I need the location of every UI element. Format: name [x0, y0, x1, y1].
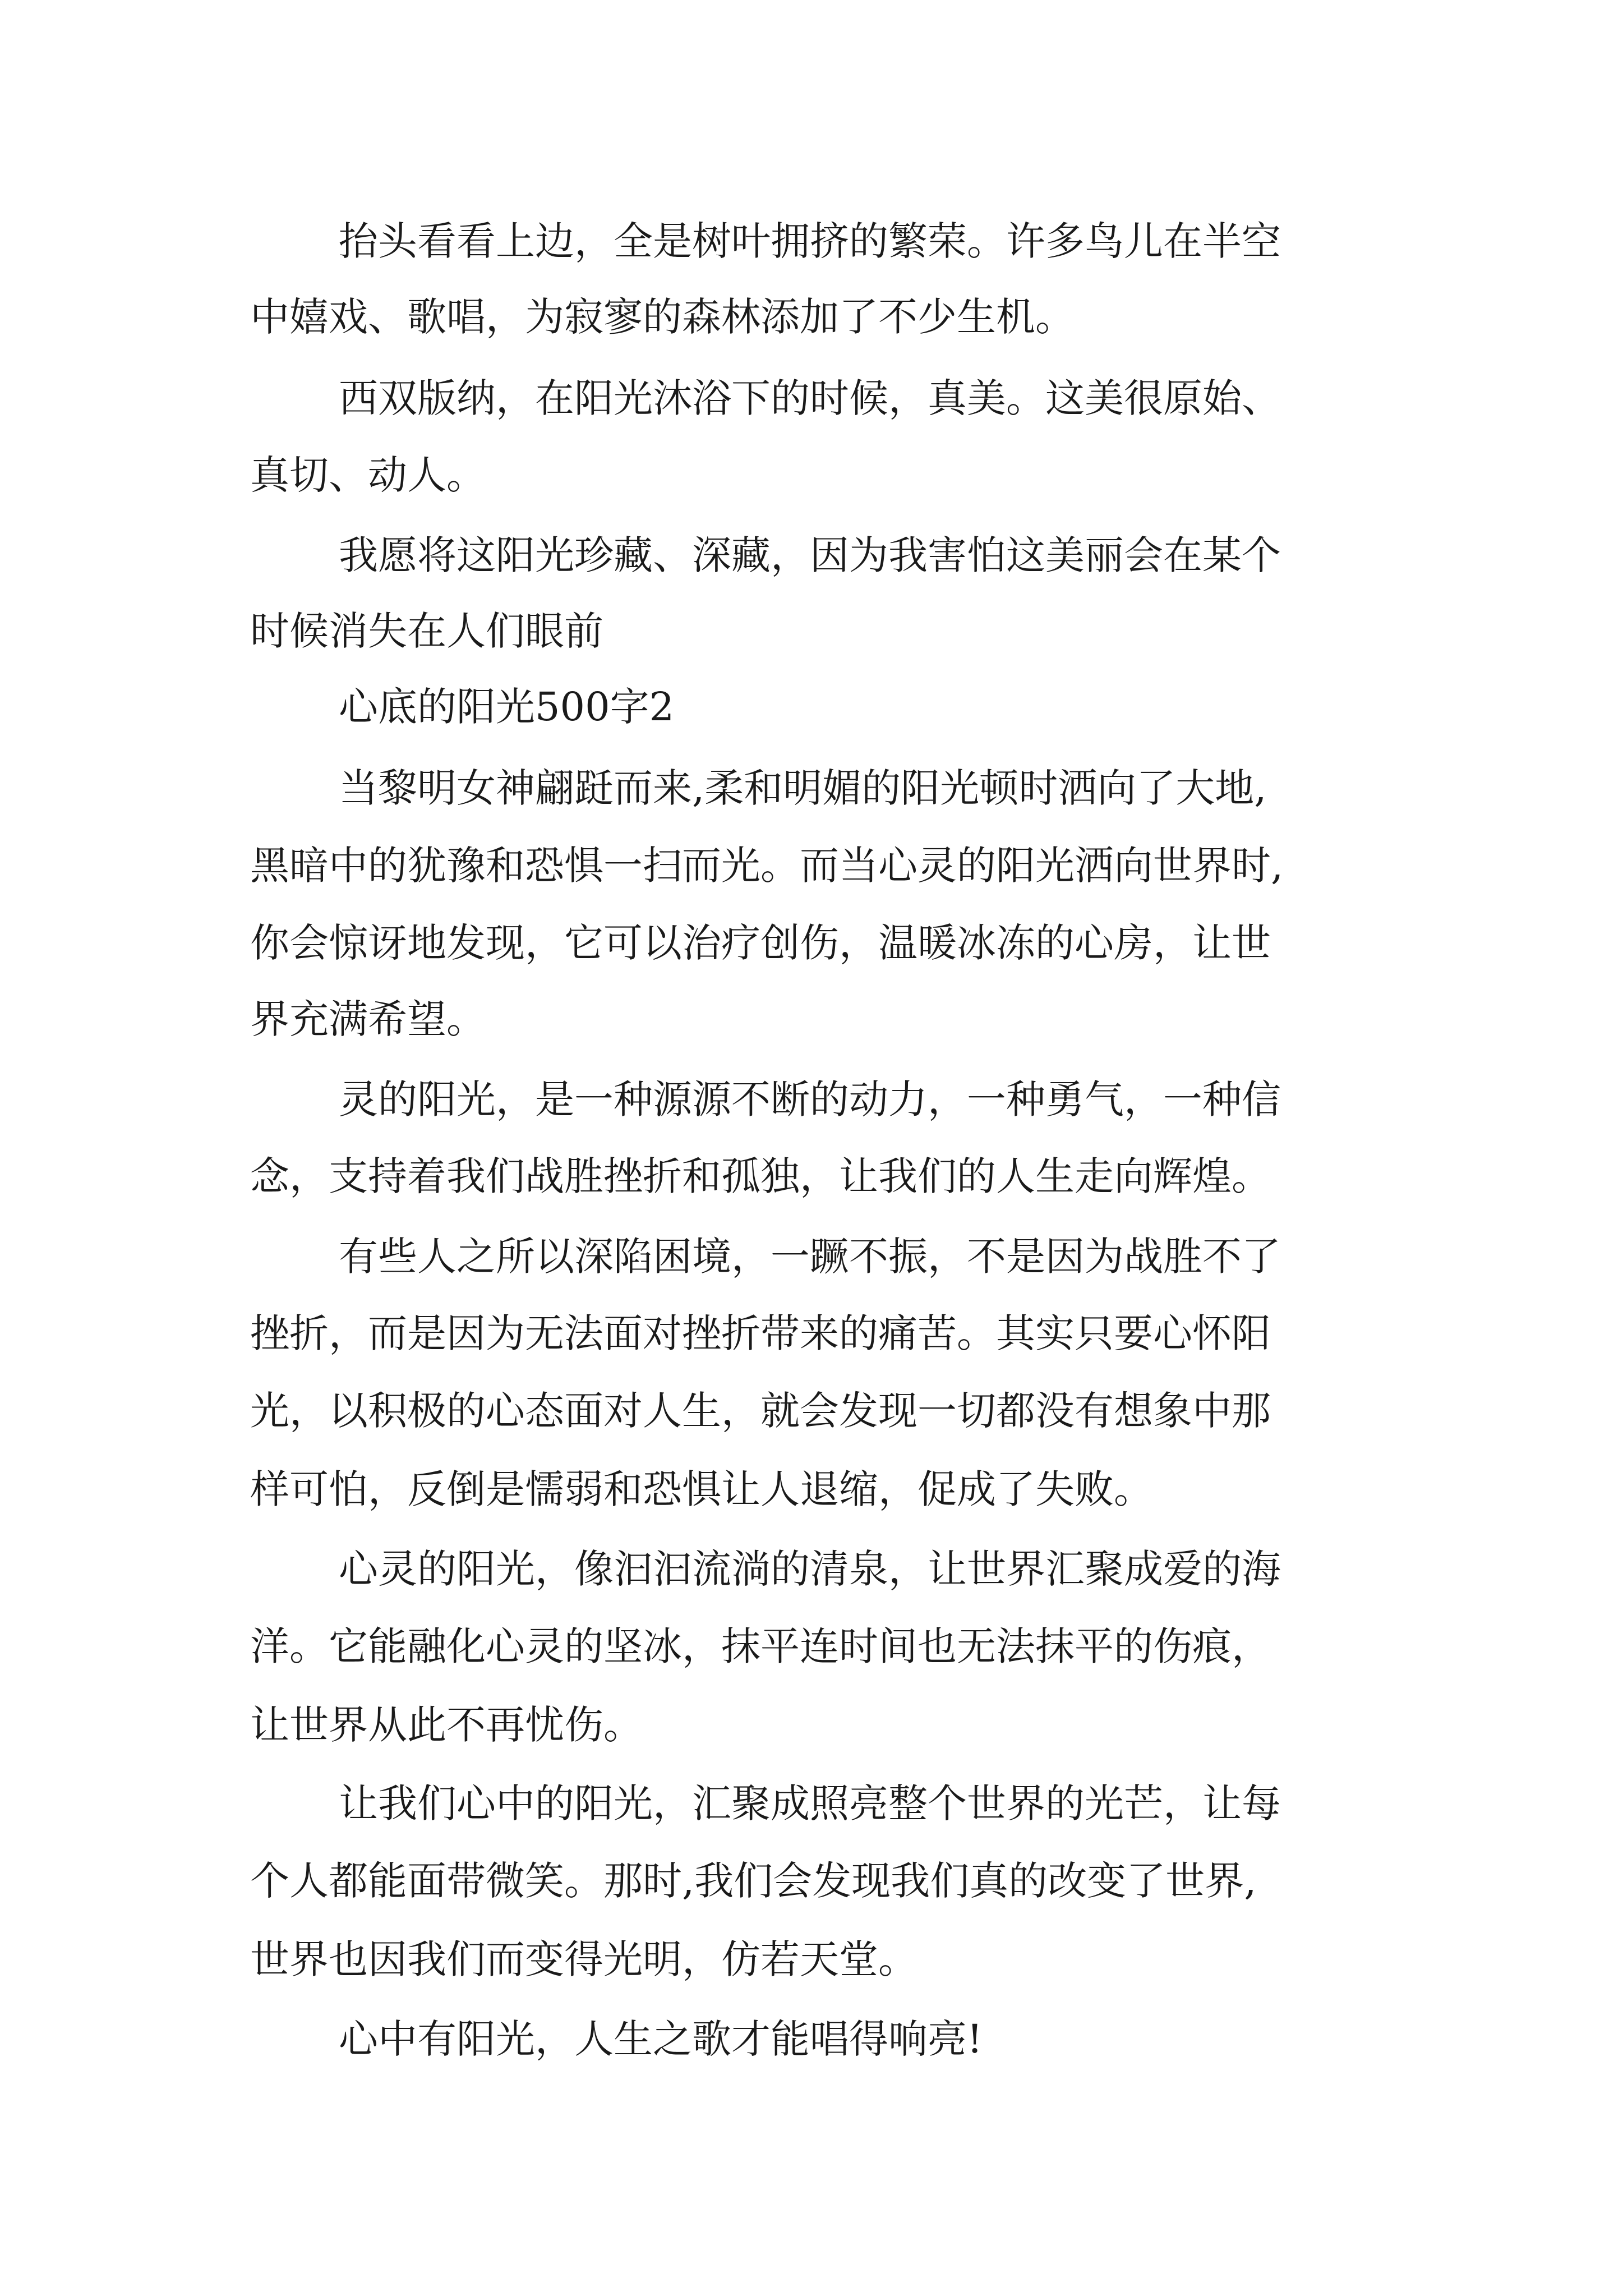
- paragraph-line: 你会惊讶地发现，它可以治疗创伤，温暖冰冻的心房，让世: [250, 920, 1271, 966]
- paragraph-line: 光，以积极的心态面对人生，就会发现一切都没有想象中那: [250, 1388, 1271, 1434]
- paragraph-line: 心中有阳光，人生之歌才能唱得响亮!: [339, 2016, 983, 2062]
- paragraph-line: 界充满希望。: [250, 996, 486, 1042]
- paragraph-line: 黑暗中的犹豫和恐惧一扫而光。而当心灵的阳光洒向世界时,: [250, 843, 1284, 889]
- paragraph-line: 中嬉戏、歌唱，为寂寥的森林添加了不少生机。: [250, 294, 1075, 340]
- paragraph-line: 抬头看看上边，全是树叶拥挤的繁荣。许多鸟儿在半空: [339, 218, 1281, 264]
- paragraph-line: 让我们心中的阳光，汇聚成照亮整个世界的光芒，让每: [339, 1780, 1281, 1826]
- paragraph-line: 我愿将这阳光珍藏、深藏，因为我害怕这美丽会在某个: [339, 532, 1281, 578]
- paragraph-line: 有些人之所以深陷困境，一蹶不振，不是因为战胜不了: [339, 1234, 1281, 1280]
- paragraph-line: 时候消失在人们眼前: [250, 608, 603, 654]
- paragraph-line: 灵的阳光，是一种源源不断的动力，一种勇气，一种信: [339, 1076, 1281, 1122]
- paragraph-line: 洋。它能融化心灵的坚冰，抹平连时间也无法抹平的伤痕，: [250, 1623, 1271, 1669]
- paragraph-line: 真切、动人。: [250, 452, 486, 498]
- paragraph-line: 念，支持着我们战胜挫折和孤独，让我们的人生走向辉煌。: [250, 1153, 1271, 1199]
- paragraph-line: 挫折，而是因为无法面对挫折带来的痛苦。其实只要心怀阳: [250, 1310, 1271, 1356]
- paragraph-line: 当黎明女神翩跹而来,柔和明媚的阳光顿时洒向了大地,: [339, 765, 1267, 811]
- paragraph-line: 样可怕，反倒是懦弱和恐惧让人退缩，促成了失败。: [250, 1466, 1153, 1512]
- paragraph-line: 世界也因我们而变得光明，仿若天堂。: [250, 1936, 917, 1982]
- paragraph-line: 心灵的阳光，像汩汩流淌的清泉，让世界汇聚成爱的海: [339, 1546, 1281, 1592]
- section-heading: 心底的阳光500字2: [339, 684, 675, 730]
- paragraph-line: 西双版纳，在阳光沐浴下的时候，真美。这美很原始、: [339, 375, 1281, 421]
- paragraph-line: 让世界从此不再忧伤。: [250, 1702, 643, 1748]
- paragraph-line: 个人都能面带微笑。那时,我们会发现我们真的改变了世界,: [250, 1858, 1257, 1904]
